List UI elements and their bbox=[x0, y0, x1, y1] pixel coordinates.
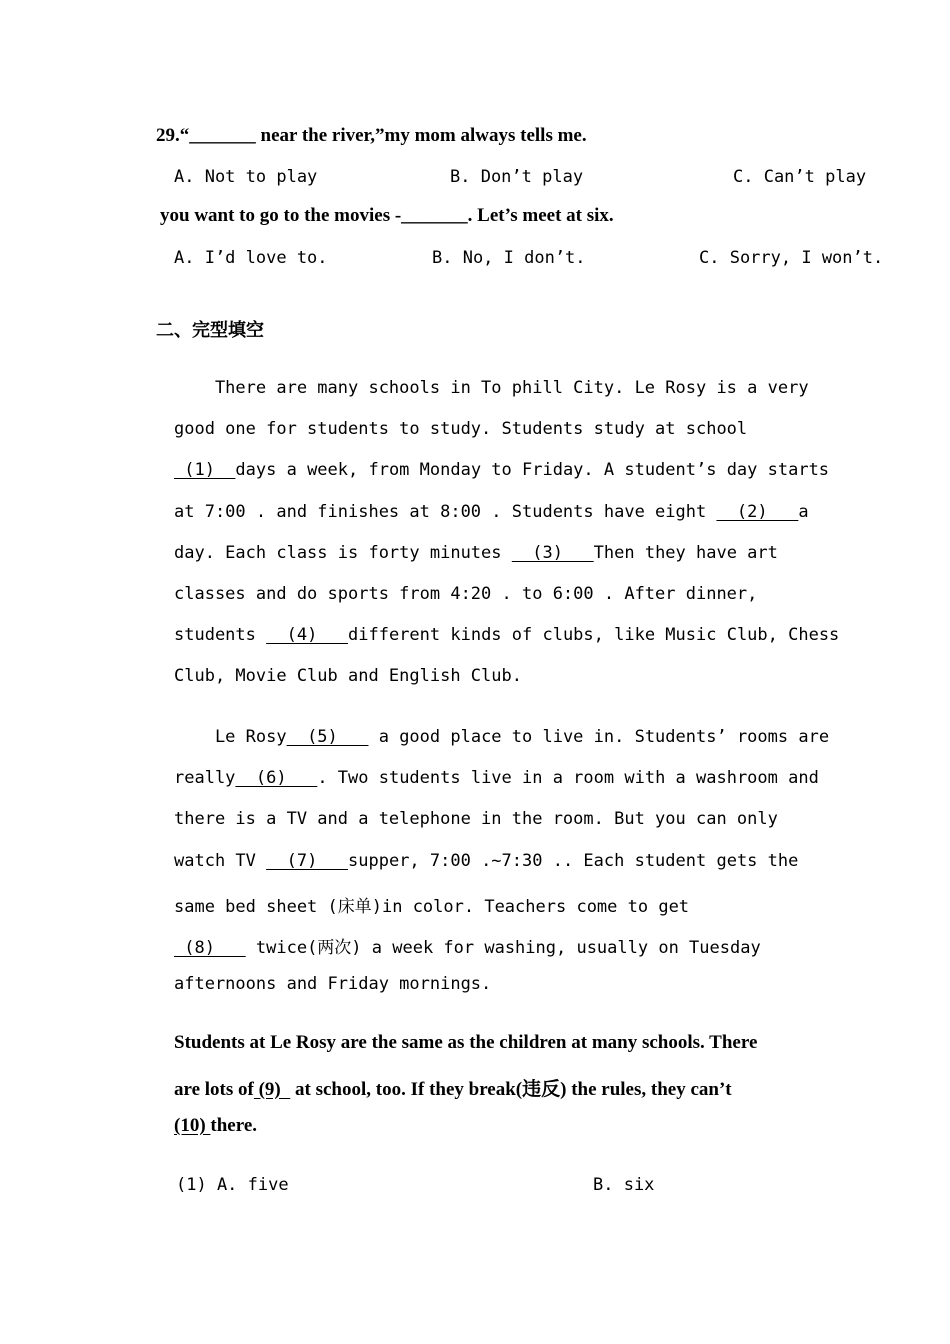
passage-line bbox=[174, 768, 819, 788]
passage-line bbox=[174, 419, 747, 439]
passage-text: there. bbox=[210, 1115, 258, 1136]
passage-line bbox=[174, 1032, 757, 1054]
passage-text: at 7:00 . and finishes at 8:00 . Students have eight bbox=[174, 501, 717, 522]
question-29-stem: 29.“_______ near the river,”my mom always tells me. bbox=[156, 125, 587, 146]
answer-blank: (5) bbox=[286, 727, 369, 747]
passage-text: . Two students live in a room with a washroom and bbox=[317, 768, 819, 789]
question-30-stem: you want to go to the movies -_______. Let’s meet at six. bbox=[160, 205, 614, 226]
q29-option-a: A. Not to play bbox=[174, 167, 318, 187]
passage-text: Students at Le Rosy are the same as the children at many schools. There bbox=[174, 1032, 758, 1053]
passage-line bbox=[174, 1115, 257, 1137]
q30-option-b: B. No, I don’t. bbox=[432, 248, 586, 268]
q1-option-b: B. six bbox=[593, 1175, 655, 1195]
answer-blank: (8) bbox=[174, 938, 246, 958]
passage-line bbox=[174, 727, 829, 747]
passage-line bbox=[174, 460, 829, 480]
q29-option-b: B. Don’t play bbox=[450, 167, 584, 187]
passage-text: different kinds of clubs, like Music Club, Chess bbox=[348, 625, 840, 646]
passage-line bbox=[174, 809, 778, 829]
passage-line bbox=[174, 625, 839, 645]
answer-blank: (3) bbox=[511, 542, 594, 563]
q29-option-c: C. Can’t play bbox=[733, 167, 867, 187]
answer-blank: (4) bbox=[266, 625, 349, 646]
q1-option-a: (1) A. five bbox=[176, 1175, 289, 1195]
answer-blank: (1) bbox=[174, 460, 236, 481]
passage-line bbox=[174, 666, 522, 686]
q30-option-a: A. I’d love to. bbox=[174, 248, 328, 268]
passage-line bbox=[174, 892, 689, 917]
q30-option-c: C. Sorry, I won’t. bbox=[699, 248, 884, 268]
passage-text: classes and do sports from 4:20 . to 6:00 . After dinner, bbox=[174, 584, 758, 604]
section-title: 二、完型填空 bbox=[156, 320, 264, 341]
passage-text: are lots of bbox=[174, 1078, 254, 1100]
passage-text: afternoons and Friday mornings. bbox=[174, 974, 492, 995]
passage-line bbox=[174, 933, 761, 958]
passage-text: same bed sheet (床单)in color. Teachers come to get bbox=[174, 896, 690, 917]
passage-text: at school, too. If they break(违反) the rules, they can’t bbox=[290, 1078, 732, 1100]
passage-text: Then they have art bbox=[593, 542, 778, 563]
passage-line bbox=[174, 1074, 732, 1101]
answer-blank: (6) bbox=[235, 768, 318, 789]
passage-text: watch TV bbox=[174, 850, 267, 871]
passage-text: there is a TV and a telephone in the room. But you can only bbox=[174, 809, 778, 830]
passage-text: Club, Movie Club and English Club. bbox=[174, 666, 522, 687]
passage-line bbox=[174, 851, 798, 871]
passage-line bbox=[174, 974, 491, 994]
passage-text: Le Rosy bbox=[174, 727, 287, 747]
passage-text: There are many schools in To phill City. Le Rosy is a very bbox=[174, 378, 809, 398]
passage-line bbox=[174, 584, 757, 604]
answer-blank: (7) bbox=[266, 850, 349, 871]
passage-text: days a week, from Monday to Friday. A student’s day starts bbox=[235, 460, 830, 481]
passage-text: really bbox=[174, 768, 236, 789]
passage-line bbox=[174, 378, 809, 398]
passage-text: good one for students to study. Students study at school bbox=[174, 419, 748, 440]
passage-text: day. Each class is forty minutes bbox=[174, 542, 512, 563]
answer-blank: (2) bbox=[716, 501, 799, 522]
passage-text: supper, 7:00 .~7:30 .. Each student gets the bbox=[348, 850, 799, 871]
passage-text: a bbox=[798, 501, 809, 522]
passage-line bbox=[174, 543, 778, 563]
passage-line bbox=[174, 502, 809, 522]
passage-text: students bbox=[174, 625, 267, 646]
answer-blank: (10) bbox=[174, 1115, 211, 1136]
passage-text: a good place to live in. Students’ rooms are bbox=[368, 727, 830, 747]
passage-text: twice(两次) a week for washing, usually on Tuesday bbox=[245, 938, 761, 958]
answer-blank: (9) bbox=[253, 1078, 291, 1100]
